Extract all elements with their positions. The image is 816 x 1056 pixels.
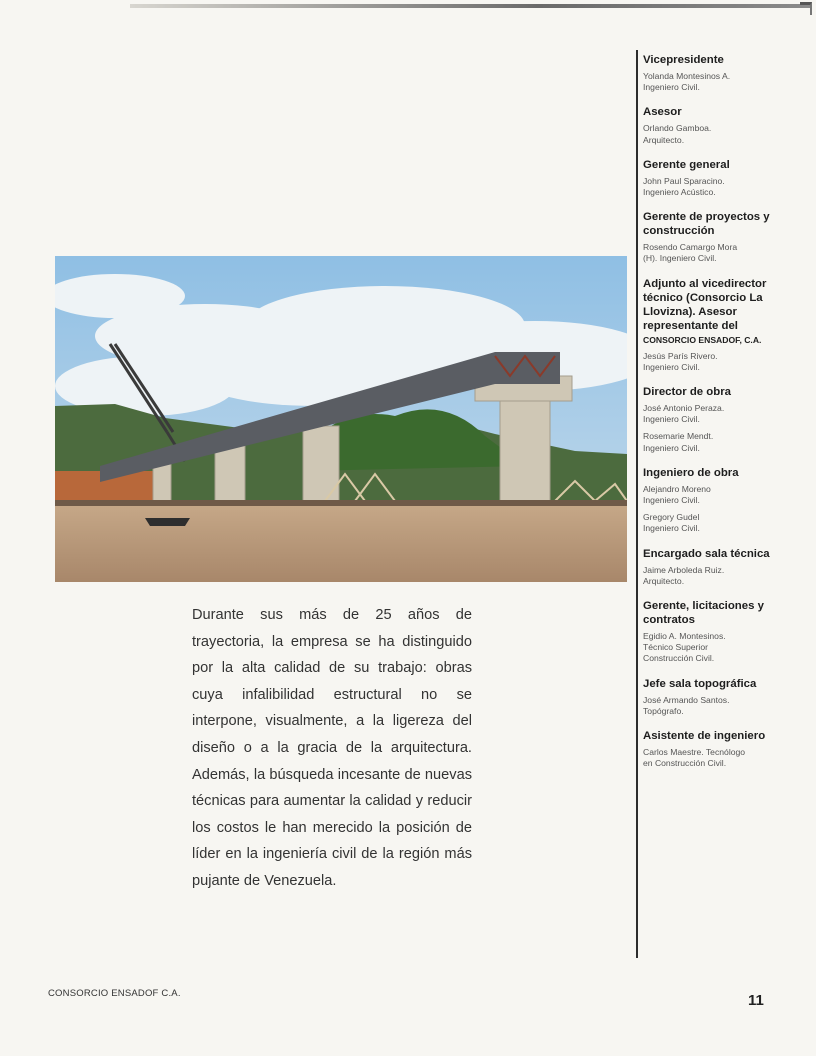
credit-line: (H). Ingeniero Civil. [643, 253, 717, 264]
credit-line: José Antonio Peraza. [643, 403, 725, 414]
credit-role: Ingeniero de obra [643, 466, 739, 479]
credit-line: Ingeniero Civil. [643, 442, 700, 453]
page-number: 11 [748, 992, 764, 1009]
credit-role: Director de obra [643, 386, 731, 399]
credit-line: Construcción Civil. [643, 653, 715, 664]
credit-line: Jaime Arboleda Ruiz. [643, 564, 725, 575]
credit-line: Ingeniero Civil. [643, 361, 700, 372]
credit-person [643, 351, 793, 373]
credit-line: Rosendo Camargo Mora [643, 242, 738, 253]
top-rule-corner [800, 2, 812, 15]
credit-block [643, 210, 793, 264]
credit-person [643, 123, 793, 145]
credit-line: Orlando Gamboa. [643, 123, 712, 134]
credit-role: Gerente, licitaciones y contratos [643, 600, 764, 627]
credit-person [643, 565, 793, 587]
credit-role: Gerente de proyectos y construcción [643, 211, 770, 238]
credit-person [643, 176, 793, 198]
credit-person [643, 631, 793, 665]
credit-person [643, 431, 793, 453]
credit-role: Asistente de ingeniero [643, 730, 766, 743]
river [55, 504, 627, 582]
bridge-construction-photo [55, 256, 627, 582]
credit-line: Topógrafo. [643, 705, 684, 716]
barge [55, 500, 627, 506]
top-rule [130, 4, 810, 8]
credit-person [643, 242, 793, 264]
credit-block [643, 599, 793, 665]
credit-role: Encargado sala técnica [643, 547, 770, 560]
credit-block [643, 466, 793, 535]
credit-person [643, 484, 793, 506]
credit-role: Vicepresidente [643, 54, 724, 66]
credit-block [643, 547, 793, 587]
credit-role-text: Adjunto al vicedirector técnico (Consorcio La Llovizna). Asesor representante del [643, 277, 767, 332]
credit-person [643, 747, 793, 769]
credit-line: Jesús París Rivero. [643, 350, 718, 361]
credit-line: Ingeniero Civil. [643, 523, 700, 534]
credit-role [643, 277, 793, 347]
credit-block [643, 105, 793, 145]
credit-line: Arquitecto. [643, 575, 685, 586]
credit-line: Ingeniero Civil. [643, 414, 700, 425]
credit-person [643, 403, 793, 425]
credit-line: Ingeniero Civil. [643, 82, 700, 93]
credit-person [643, 512, 793, 534]
credit-block [643, 53, 793, 93]
footer-company: CONSORCIO ENSADOF C.A. [48, 988, 181, 999]
credit-line: Rosemarie Mendt. [643, 431, 714, 442]
credit-role: Jefe sala topográfica [643, 677, 757, 690]
bridge-photo-illustration [55, 256, 627, 582]
credit-block [643, 385, 793, 454]
credit-person [643, 695, 793, 717]
credit-line: José Armando Santos. [643, 694, 730, 705]
credit-role-company: CONSORCIO ENSADOF, C.A. [643, 334, 762, 345]
credit-line: Ingeniero Acústico. [643, 187, 716, 198]
credit-line: Egidio A. Montesinos. [643, 631, 726, 642]
credit-line: Técnico Superior [643, 642, 708, 653]
sidebar-rule [636, 50, 638, 958]
credit-block [643, 158, 793, 198]
credit-line: Arquitecto. [643, 134, 685, 145]
credit-role: Gerente general [643, 158, 730, 171]
credit-block [643, 677, 793, 717]
credit-line: Yolanda Montesinos A. [643, 71, 731, 81]
credit-block [643, 729, 793, 769]
credit-block [643, 277, 793, 373]
intro-paragraph: Durante sus más de 25 años de trayectoria, la empresa se ha distinguido por la alta calidad de su trabajo: obras cuya infalibilidad estructural no se interpone, visualmente, a la ligereza del diseño o a la gracia de la arquitectura. Además, la búsqueda incesante de nuevas técnicas para aumentar la calidad y reducir los costos le han merecido la posición de líder en la ingeniería civil de la región más pujante de Venezuela. [192, 607, 472, 889]
credit-role: Asesor [643, 106, 682, 119]
credit-line: Gregory Gudel [643, 512, 700, 523]
credit-line: en Construcción Civil. [643, 758, 727, 769]
credit-line: Alejandro Moreno [643, 483, 711, 494]
credit-person [643, 71, 793, 93]
credit-line: Carlos Maestre. Tecnólogo [643, 747, 746, 758]
credit-line: Ingeniero Civil. [643, 495, 700, 506]
staff-credits [643, 53, 793, 769]
credit-line: John Paul Sparacino. [643, 175, 725, 186]
boat [145, 518, 190, 526]
